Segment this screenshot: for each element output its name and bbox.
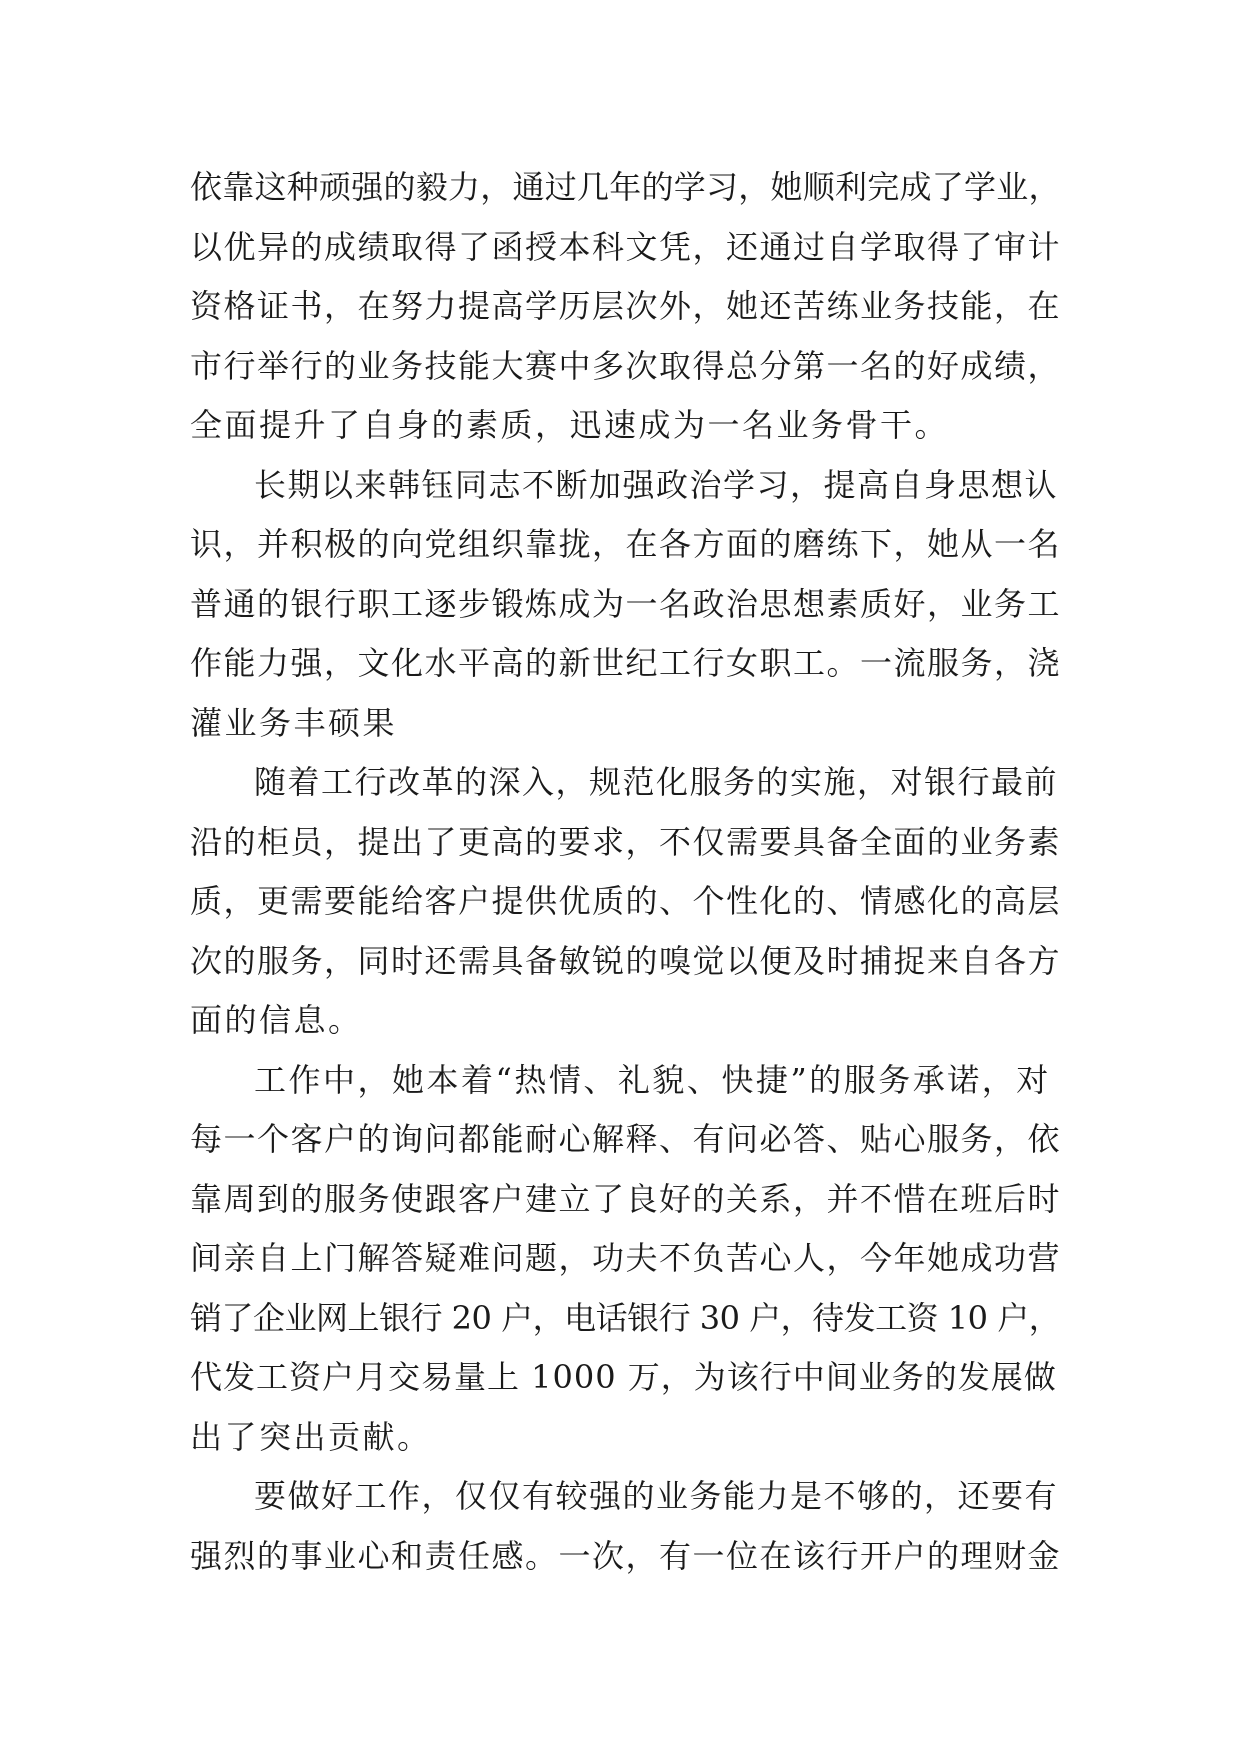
text-line: 沿的柜员，提出了更高的要求，不仅需要具备全面的业务素 [190, 822, 1062, 861]
text-line: 灌业务丰硕果 [190, 703, 398, 742]
text-line: 面的信息。 [190, 1001, 363, 1039]
text-line: 作能力强，文化水平高的新世纪工行女职工。一流服务，浇 [190, 644, 1062, 682]
text-line: 资格证书，在努力提高学历层次外，她还苦练业务技能，在 [190, 287, 1062, 325]
paragraph [190, 1051, 1060, 1468]
text-line: 出了突出贡献。 [190, 1417, 432, 1456]
paragraph [190, 1467, 1060, 1586]
text-line: 间亲自上门解答疑难问题，功夫不负苦心人，今年她成功营 [190, 1239, 1062, 1277]
text-line: 随着工行改革的深入，规范化服务的实施，对银行最前 [254, 763, 1059, 801]
text-line: 长期以来韩钰同志不断加强政治学习，提高自身思想认 [254, 465, 1059, 504]
paragraph [190, 753, 1060, 1051]
text-line: 全面提升了自身的素质，迅速成为一名业务骨干。 [190, 406, 950, 444]
text-line: 普通的银行职工逐步锻炼成为一名政治思想素质好，业务工 [190, 584, 1062, 623]
text-line: 以优异的成绩取得了函授本科文凭，还通过自学取得了审计 [190, 227, 1062, 266]
paragraph [190, 456, 1060, 754]
document-body [190, 158, 1060, 1586]
text-line: 要做好工作，仅仅有较强的业务能力是不够的，还要有 [254, 1477, 1059, 1515]
text-line: 工作中，她本着“热情、礼貌、快捷”的服务承诺，对 [254, 1060, 1051, 1099]
text-line: 识，并积极的向党组织靠拢，在各方面的磨练下，她从一名 [190, 525, 1062, 563]
text-line: 依靠这种顽强的毅力，通过几年的学习，她顺利完成了学业， [190, 168, 1061, 206]
text-line: 销了企业网上银行 20 户，电话银行 30 户，待发工资 10 户， [190, 1298, 1061, 1337]
text-line: 每一个客户的询问都能耐心解释、有问必答、贴心服务，依 [190, 1120, 1062, 1158]
text-line: 强烈的事业心和责任感。一次，有一位在该行开户的理财金 [190, 1536, 1062, 1575]
text-line: 代发工资户月交易量上 1000 万，为该行中间业务的发展做 [190, 1358, 1057, 1396]
paragraph [190, 158, 1060, 456]
text-line: 次的服务，同时还需具备敏锐的嗅觉以便及时捕捉来自各方 [190, 941, 1062, 980]
text-line: 靠周到的服务使跟客户建立了良好的关系，并不惜在班后时 [190, 1179, 1062, 1218]
text-line: 质，更需要能给客户提供优质的、个性化的、情感化的高层 [190, 882, 1062, 920]
text-line: 市行举行的业务技能大赛中多次取得总分第一名的好成绩， [190, 346, 1062, 385]
